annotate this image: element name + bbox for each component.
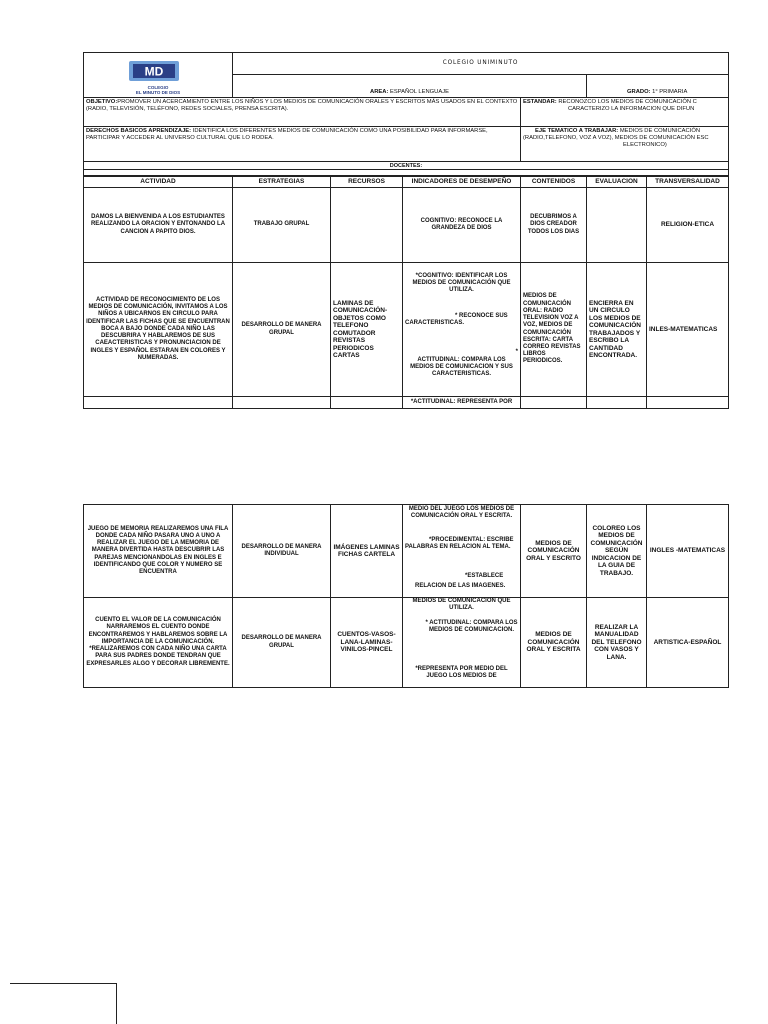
estrategias-cell: DESARROLLO DE MANERA GRUPAL [233, 598, 331, 688]
derechos-label: DERECHOS BASICOS APRENDIZAJE: [86, 128, 192, 134]
actividad-line: *REALIZAREMOS CON CADA NIÑO UNA CARTA PARA SUS PADRES DONDE TENDRAN QUE EXPRESARLES ALGO Y DECORAR LIBREMENTE. [86, 646, 230, 667]
indicador-line: * ACTITUDINAL: COMPARA LOS MEDIOS DE COMUNICACION. [425, 620, 518, 634]
derechos-text: IDENTIFICA LOS DIFERENTES MEDIOS DE COMUNICACIÓN COMO UNA POSIBILIDAD PARA INFORMARSE, PARTICIPAR Y ACCEDER AL UNIVERSO CULTURAL QUE LO RODEA. [86, 128, 488, 142]
eje-text: MEDIOS DE COMUNICACIÓN [619, 128, 701, 134]
indicador-line: *REPRESENTA POR MEDIO DEL JUEGO LOS MEDIOS DE [415, 666, 508, 680]
actividad-cell [84, 397, 233, 409]
contenidos-cell: DECUBRIMOS A DIOS CREADOR TODOS LOS DIAS [521, 188, 587, 263]
table-row [84, 188, 729, 263]
transversalidad-cell [647, 397, 729, 409]
indicador-line: *COGNITIVO: IDENTIFICAR LOS MEDIOS DE COMUNICACIÓN QUE UTILIZA. [412, 273, 511, 294]
indicador-line: *ESTABLECE [465, 573, 504, 579]
estandar-text-2: CARACTERIZO LA INFORMACION QUE DIFUN [568, 106, 695, 113]
area-value: ESPAÑOL LENGUAJE [390, 88, 449, 95]
objetivo-label: OBJETIVO: [86, 99, 118, 105]
table-row [84, 505, 729, 598]
lesson-plan-page-1 [83, 52, 728, 409]
indicadores-cell: COGNITIVO: RECONOCE LA GRANDEZA DE DIOS [403, 188, 521, 263]
estrategias-cell: TRABAJO GRUPAL [233, 188, 331, 263]
evaluacion-cell: COLOREO LOS MEDIOS DE COMUNICACIÓN SEGÚN INDICACION DE LA GUIA DE TRABAJO. [587, 505, 647, 598]
activities-table-continued [83, 504, 729, 688]
indicadores-cell [403, 263, 521, 397]
col-contenidos: CONTENIDOS [521, 177, 587, 188]
page-break-gap [83, 414, 728, 504]
indicador-line: MEDIOS DE COMUNICACIÓN QUE UTILIZA. [412, 598, 511, 612]
table-row [84, 263, 729, 397]
school-logo-cell [84, 53, 233, 98]
col-recursos: RECURSOS [331, 177, 403, 188]
transversalidad-cell: INLES-MATEMATICAS [647, 263, 729, 397]
estandar-text: RECONOZCO LOS MEDIOS DE COMUNICACIÓN C [558, 99, 697, 105]
footer-frame [10, 983, 117, 1024]
estrategias-cell: DESARROLLO DE MANERA INDIVIDUAL [233, 505, 331, 598]
recursos-cell [331, 397, 403, 409]
logo-line-1: COLEGIO [147, 85, 169, 90]
recursos-cell [331, 188, 403, 263]
logo-initials: MD [144, 64, 164, 79]
logo-line-2: EL MINUTO DE DIOS [135, 90, 181, 95]
column-headers [84, 177, 729, 188]
recursos-cell: CUENTOS-VASOS-LANA-LAMINAS-VINILOS-PINCEL [331, 598, 403, 688]
transversalidad-cell: ARTISTICA-ESPAÑOL [647, 598, 729, 688]
contenidos-cell: MEDIOS DE COMUNICACIÓN ORAL Y ESCRITO [521, 505, 587, 598]
actividad-cell: ACTIVIDAD DE RECONOCIMIENTO DE LOS MEDIOS DE COMUNICACIÓN, INVITAMOS A LOS NIÑOS A UBICARNOS EN CIRCULO PARA IDENTIFICAR LAS FICHAS QUE SE ENCUENTRAN BOCA A BAJO DONDE CADA NIÑO LAS DESCUBRIRA Y HABLAREMOS DE SUS CAEACTERISTICAS Y PRONUNCIACION DE INGLES Y ESPAÑOL ESTARAN EN COLORES Y NUMERADAS. [84, 263, 233, 397]
recursos-cell: IMÁGENES LAMINAS FICHAS CARTELA [331, 505, 403, 598]
eje-text-3: ELECTRONICO) [623, 142, 667, 149]
indicador-line: *PROCEDIMENTAL: ESCRIBE PALABRAS EN RELACION AL TEMA. [405, 537, 514, 551]
indicadores-cell [403, 598, 521, 688]
col-estrategias: ESTRATEGIAS [233, 177, 331, 188]
eje-cell [521, 127, 729, 162]
estrategias-cell [233, 397, 331, 409]
evaluacion-cell: ENCIERRA EN UN CIRCULO LOS MEDIOS DE COMUNICACIÓN TRABAJADOS Y ESCRIBO LA CANTIDAD ENCONTRADA. [587, 263, 647, 397]
col-actividad: ACTIVIDAD [84, 177, 233, 188]
transversalidad-cell: RELIGION-ETICA [647, 188, 729, 263]
evaluacion-cell [587, 188, 647, 263]
actividad-cell: DAMOS LA BIENVENIDA A LOS ESTUDIANTES REALIZANDO LA ORACION Y ENTONANDO LA CANCION A PAPITO DIOS. [84, 188, 233, 263]
indicador-line: MEDIO DEL JUEGO LOS MEDIOS DE COMUNICACIÓN ORAL Y ESCRITA. [408, 506, 515, 520]
table-row [84, 598, 729, 688]
col-transversalidad: TRANSVERSALIDAD [647, 177, 729, 188]
school-name: COLEGIO UNIMINUTO [233, 53, 729, 75]
indicador-line: * RECONOCE SUS CARACTERISTICAS. [405, 313, 508, 327]
col-evaluacion: EVALUACION [587, 177, 647, 188]
objetivo-text: PROMOVER UN ACERCAMIENTO ENTRE LOS NIÑOS Y LOS MEDIOS DE COMUNICACIÓN ORALES Y ESCRITOS MÁS USADOS EN EL CONTEXTO (RADIO, TELEVISIÓN, TELÉFONO, REDES SOCIALES, PRENSA ESCRITA). [86, 99, 518, 113]
table-row [84, 397, 729, 409]
eje-label: EJE TEMATICO A TRABAJAR: [535, 128, 619, 134]
col-indicadores: INDICADORES DE DESEMPEÑO [403, 177, 521, 188]
area-label: AREA: [370, 88, 389, 95]
grado-label: GRADO: [627, 88, 651, 95]
transversalidad-cell: INGLES -MATEMATICAS [647, 505, 729, 598]
indicador-line: ACTITUDINAL: COMPARA LOS MEDIOS DE COMUNICACION Y SUS CARACTERISTICAS. [410, 357, 513, 378]
recursos-cell: LAMINAS DE COMUNICACIÓN-OBJETOS COMO TELEFONO COMUTADOR REVISTAS PERIODICOS CARTAS [331, 263, 403, 397]
actividad-line: CUENTO EL VALOR DE LA COMUNICACIÓN NARRAREMOS EL CUENTO DONDE ENCONTRAREMOS Y HABLAREMOS SOBRE LA IMPORTANCIA DE LA COMUNICACIÓN. [88, 617, 228, 645]
indicadores-cell [403, 505, 521, 598]
grado-cell [587, 75, 729, 98]
contenidos-cell [521, 397, 587, 409]
spacer-row [84, 170, 729, 176]
grado-value: 1° PRIMARIA [652, 88, 688, 95]
evaluacion-cell [587, 397, 647, 409]
docentes-label: DOCENTES: [84, 162, 729, 170]
eje-text-2: (RADIO,TELEFONO, VOZ A VOZ), MEDIOS DE COMUNICACIÓN ESC [523, 135, 709, 142]
plan-header-table [83, 52, 729, 176]
contenidos-cell: MEDIOS DE COMUNICACIÓN ORAL: RADIO TELEVISION VOZ A VOZ, MEDIOS DE COMUNICACIÓN ESCRITA: CARTA CORREO REVISTAS LIBROS PERIODICOS. [521, 263, 587, 397]
indicadores-cell: *ACTITUDINAL: REPRESENTA POR [403, 397, 521, 409]
activities-table [83, 176, 729, 409]
lesson-plan-page-2 [83, 504, 728, 688]
actividad-cell: JUEGO DE MEMORIA REALIZAREMOS UNA FILA DONDE CADA NIÑO PASARA UNO A UNO A REALIZAR EL JUEGO DE LA MEMORIA DE MANERA DIVERTIDA HASTA DESCUBRIR LAS PAREJAS MENCIONANDOLAS EN INGLES E IDENTIFICANDO QUE COLOR Y NUMERO SE ENCUENTRA [84, 505, 233, 598]
actividad-cell [84, 598, 233, 688]
school-logo-icon [126, 59, 182, 83]
contenidos-cell: MEDIOS DE COMUNICACIÓN ORAL Y ESCRITA [521, 598, 587, 688]
objetivo-cell [84, 98, 521, 127]
derechos-cell [84, 127, 521, 162]
estandar-cell [521, 98, 729, 127]
estrategias-cell: DESARROLLO DE MANERA GRUPAL [233, 263, 331, 397]
evaluacion-cell: REALIZAR LA MANUALIDAD DEL TELEFONO CON VASOS Y LANA. [587, 598, 647, 688]
area-cell [233, 75, 587, 98]
estandar-label: ESTANDAR: [523, 99, 557, 105]
indicador-line: RELACION DE LAS IMAGENES. [415, 583, 506, 589]
indicador-line: * [515, 349, 518, 355]
